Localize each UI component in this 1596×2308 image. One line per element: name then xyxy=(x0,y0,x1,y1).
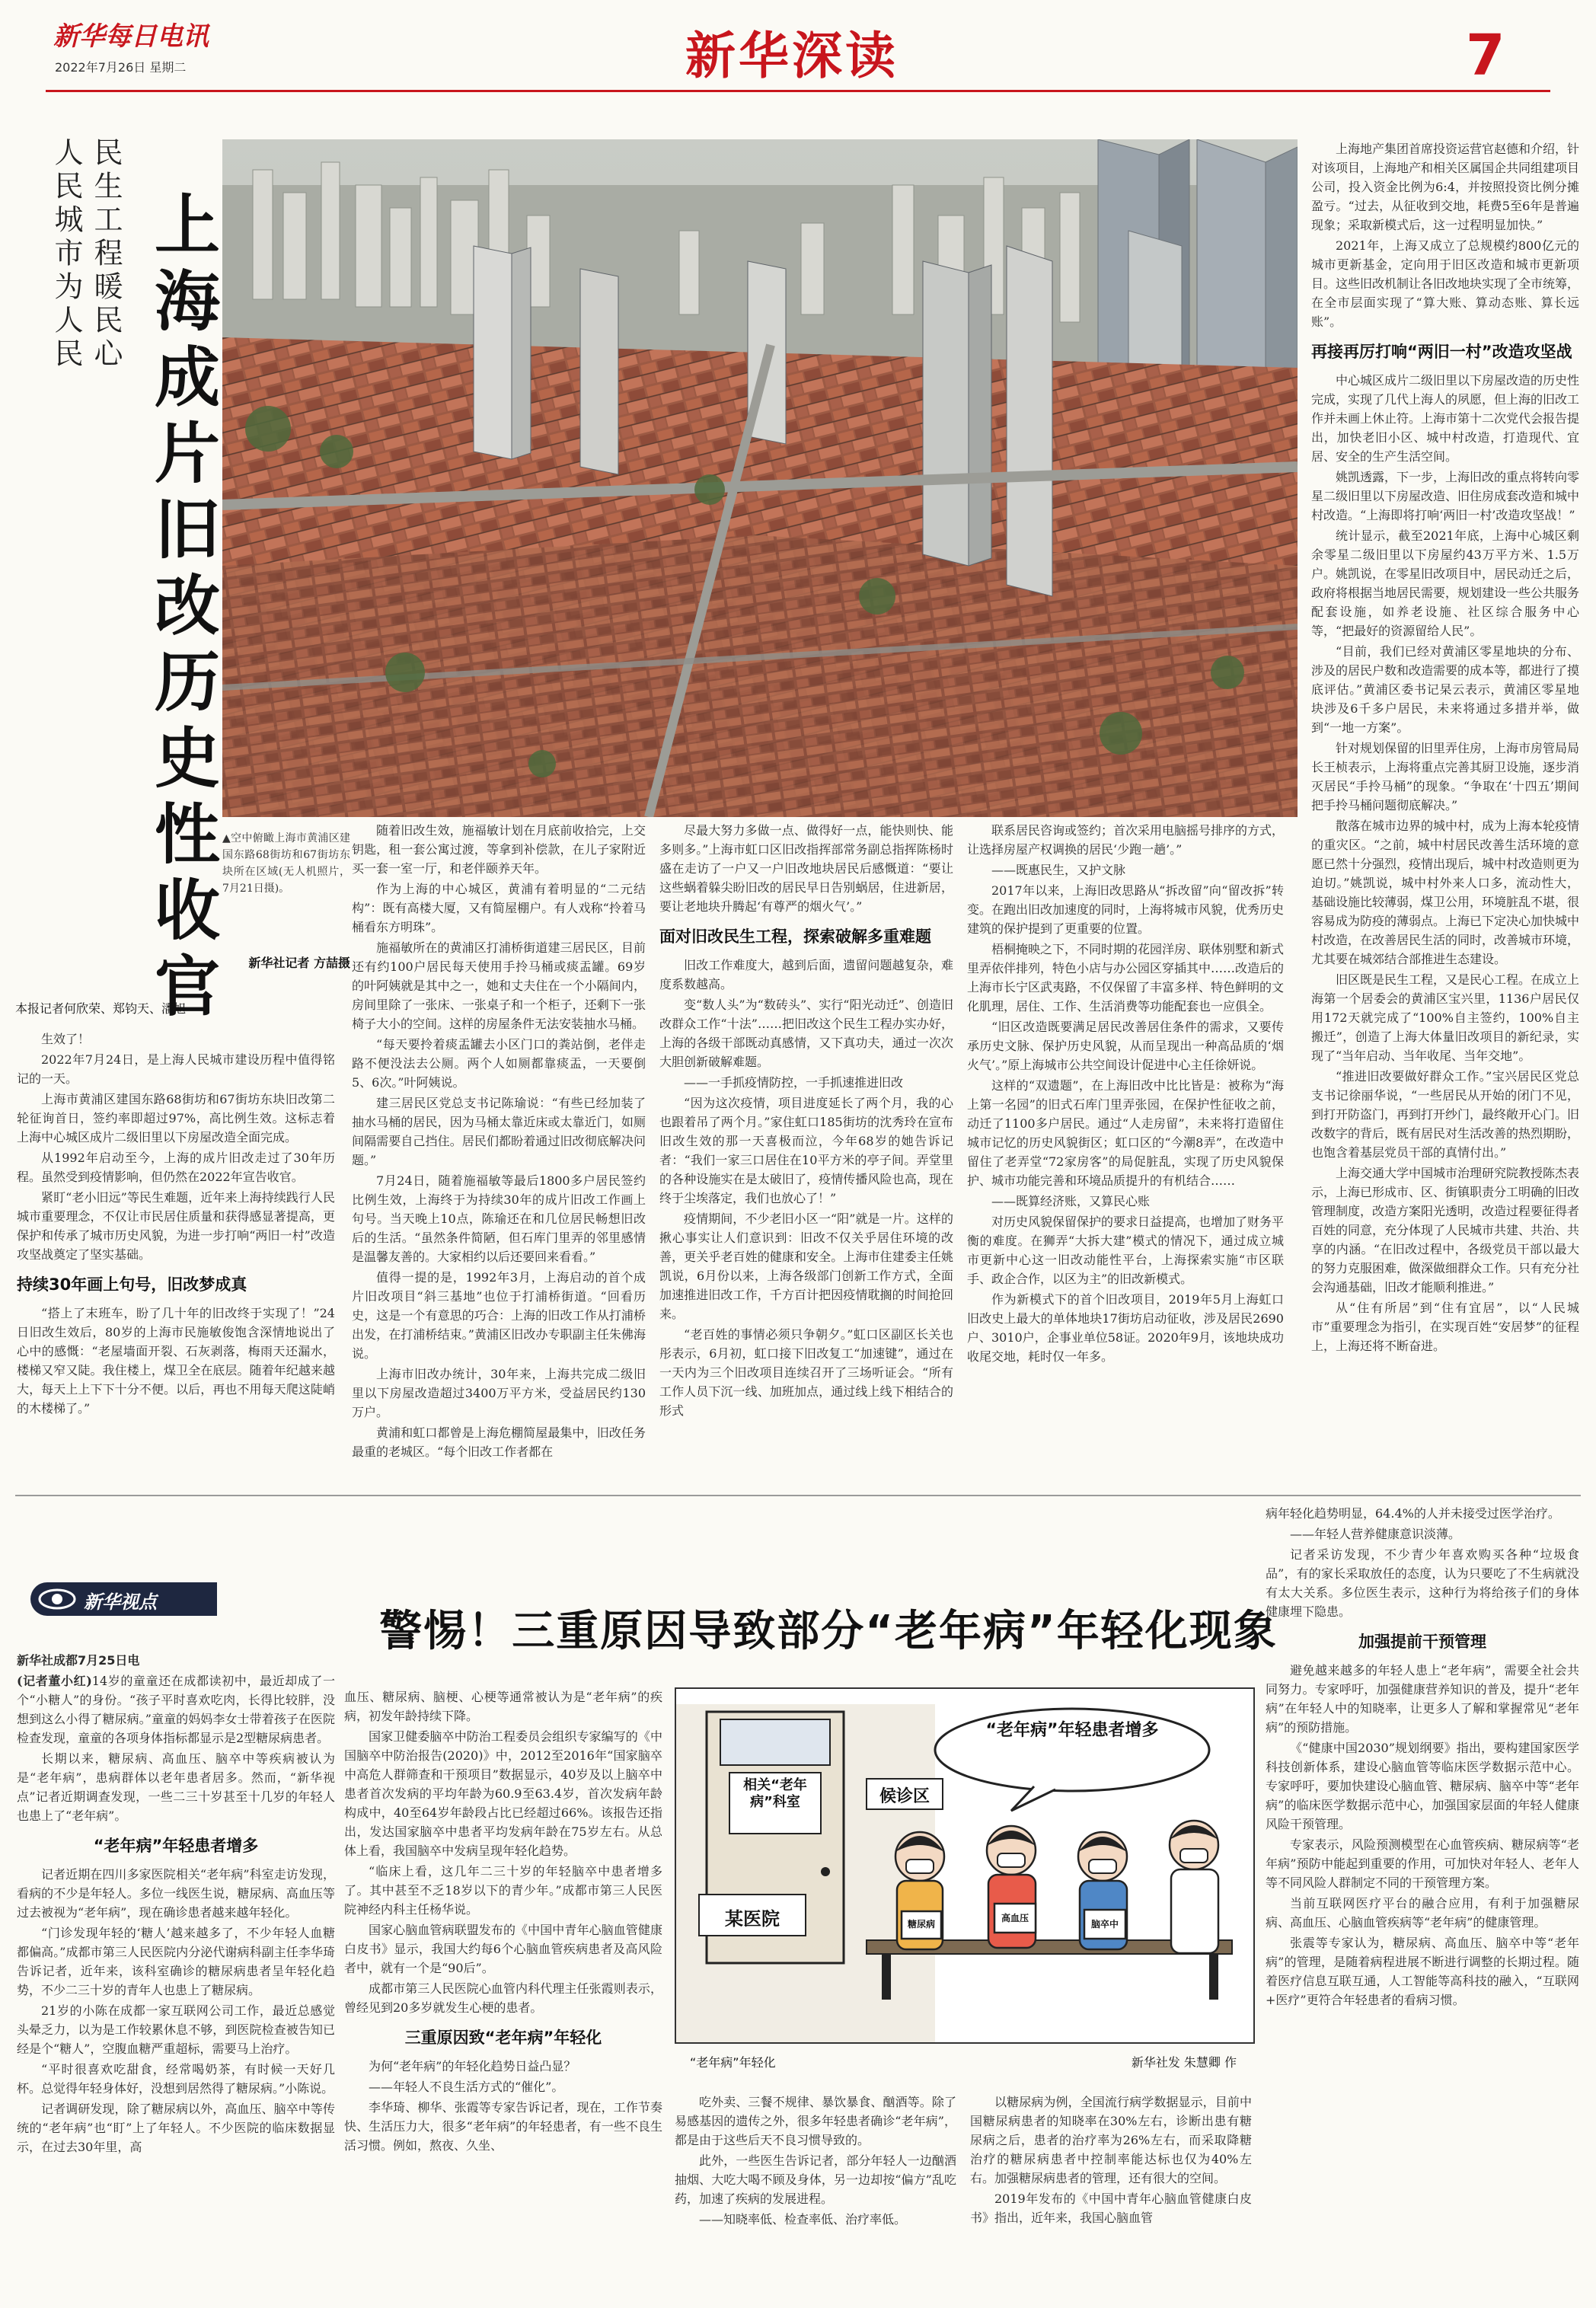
newspaper-brand: 新华每日电讯 xyxy=(53,21,209,52)
section-divider xyxy=(15,1495,1581,1496)
page-number: 7 xyxy=(1466,23,1505,88)
paragraph: 21岁的小陈在成都一家互联网公司工作，最近总感觉头晕乏力，以为是工作较累休息不够，到医院检查被告知已经是个“糖人”，空腹血糖严重超标，需要马上治疗。 xyxy=(17,2003,335,2056)
paragraph-text: 14岁的童童还在成都读初中，最近却成了一个“小糖人”的身份。“孩子平时喜欢吃肉，长得比较胖，没想到这么小得了糖尿病。”童童的妈妈李女士带着孩子在医院检查发现，童童的各项身体指标都显示是2型糖尿病患者。 xyxy=(17,1674,335,1745)
paragraph: “搭上了末班车，盼了几十年的旧改终于实现了！”24日旧改生效后，80岁的上海市民施敏俊饱含深情地说出了心中的感慨：“老屋墙面开裂、石灰剥落，梅雨天还漏水，楼梯又窄又陡。我住楼上，煤卫全在底层。随着年纪越来越大，每天上上下下十分不便。以后，再也不用每天爬这陡峭的木楼梯了。” xyxy=(17,1306,335,1416)
paragraph: ——既算经济账，又算民心账 xyxy=(991,1194,1151,1208)
paragraph: 这样的“双遗题”，在上海旧改中比比皆是：被称为“海上第一名园”的旧式石库门里弄张园，在保护性征收之前，动迁了1100多户居民。通过“人走房留”，未来将打造留住城市记忆的历史风貌街区；虹口区的“今潮8弄”，在改造中留住了老弄堂“72家房客”的局促脏乱，实现了历史风貌保护、城市功能完善和环境品质提升的有机结合…… xyxy=(967,1078,1284,1188)
article-column-3 xyxy=(659,821,953,1486)
dateline: 新华社成都7月25日电 xyxy=(17,1653,140,1668)
paragraph: 国家心脑血管病联盟发布的《中国中青年心脑血管健康白皮书》显示，我国大约每6个心脑血管疾病患者及高风险者中，就有一个是“90后”。 xyxy=(344,1923,662,1975)
aerial-photo xyxy=(222,139,1298,817)
diagnosis-card: 脑卒中 xyxy=(1090,1919,1119,1930)
article-column-3 xyxy=(675,2093,956,2302)
paragraph: 疫情期间，不少老旧小区一“阳”就是一片。这样的揪心事实让人们意识到：旧改不仅关乎居住环境的改善，更关乎老百姓的健康和安全。上海市住建委主任姚凯说，6月份以来，上海各级部门创新工作方式，全面加速推进旧改工作，千方百计把因疫情耽搁的时间抢回来。 xyxy=(659,1211,953,1321)
paragraph: 记者调研发现，除了糖尿病以外，高血压、脑卒中等传统的“老年病”也“盯”上了年轻人。不少医院的临床数据显示，在过去30年里，高 xyxy=(17,2102,335,2154)
article-column-2 xyxy=(352,821,646,1486)
paragraph: 统计显示，截至2021年底，上海中心城区剩余零星二级旧里以下房屋约43万平方米、1.5万户。姚凯说，在零星旧改项目中，居民动迁之后，政府将根据当地居民需要，规划建设一些公共服务配套设施，如养老设施、社区综合服务中心等，“把最好的资源留给人民”。 xyxy=(1311,528,1579,638)
section-heading: 再接再厉打响“两旧一村”改造攻坚战 xyxy=(1311,343,1572,361)
paragraph: 对历史风貌保留保护的要求日益提高，也增加了财务平衡的难度。在狮弄“大拆大建”模式的情况下，通过成立城市更新中心这一旧改动能性平台，上海探索实施“市区联手、政企合作，以区为主”的旧改新模式。 xyxy=(967,1215,1284,1286)
reporter-credit: (记者董小红) xyxy=(17,1674,92,1688)
article-kicker: 人民城市为人民 xyxy=(49,137,83,372)
photo-caption: ▲空中俯瞰上海市黄浦区建国东路68街坊和67街坊东块所在区域(无人机照片，7月21日摄)。 xyxy=(222,832,350,895)
paragraph: 紧盯“老小旧远”等民生难题，近年来上海持续践行人民城市重要理念，不仅让市民居住质量和获得感显著提高，更保护和传承了城市历史风貌，为进一步打响“两旧一村”改造攻坚战奠定了坚实基础。 xyxy=(17,1190,335,1262)
paragraph: 血压、糖尿病、脑梗、心梗等通常被认为是“老年病”的疾病，初发年龄持续下降。 xyxy=(344,1690,662,1723)
section-heading: “老年病”年轻患者增多 xyxy=(93,1837,259,1855)
diagnosis-card: 糖尿病 xyxy=(907,1919,935,1930)
paragraph: 散落在城市边界的城中村，成为上海本轮疫情的重灾区。“之前，城中村居民改善生活环境的意愿已然十分强烈，疫情出现后，城中村改造则更为迫切。”姚凯说，城中村外来人口多，流动性大，基础设施比较薄弱，煤卫公用，环境脏乱不堪，很容易成为防疫的薄弱点。上海已下定决心加快城中村改造，在改善居民生活的同时，改善城市环境，尤其要在城郊结合部推进生态建设。 xyxy=(1311,819,1579,966)
paragraph: 尽最大努力多做一点、做得好一点，能快则快、能多则多。”上海市虹口区旧改指挥部常务副总指挥陈杨时盛在走访了一户又一户旧改地块居民后感慨道：“要让这些蜗着躲尖盼旧改的居民早日告别蜗居，住进新居，要让老地块升腾起‘有尊严的烟火气’。” xyxy=(659,823,953,914)
paragraph: 当前互联网医疗平台的融合应用，有利于加强糖尿病、高血压、心脑血管疾病等“老年病”的健康管理。 xyxy=(1266,1896,1579,1930)
eye-icon xyxy=(38,1587,76,1611)
paragraph: 7月24日，随着施福敏等最后1800多户居民签约比例生效，上海终于为持续30年的成片旧改工作画上句号。当天晚上10点，陈瑜还在和几位居民畅想旧改后的生活。“虽然条件简陋，但石库门里弄的邻里感情是温馨友善的。大家相约以后还要回来看看。” xyxy=(352,1173,646,1264)
paragraph: “每天要拎着痰盂罐去小区门口的粪站倒，老伴走路不便没法去公厕。两个人如厕都靠痰盂，一天要倒5、6次。”叶阿姨说。 xyxy=(352,1037,646,1090)
paragraph: 针对规划保留的旧里弄住房，上海市房管局局长王桢表示，上海将重点完善其厨卫设施，逐步消灭居民“手拎马桶”的现象。“争取在‘十四五’期间把手拎马桶问题彻底解决。” xyxy=(1311,741,1579,812)
paragraph: 此外，一些医生告诉记者，部分年轻人一边酗酒抽烟、大吃大喝不顾及身体，另一边却按“偏方”乱吃药，加速了疾病的发展进程。 xyxy=(675,2153,956,2206)
paragraph: 作为上海的中心城区，黄浦有着明显的“二元结构”：既有高楼大厦，又有简屋棚户。有人戏称“拎着马桶看东方明珠”。 xyxy=(352,882,646,934)
paragraph: 旧改工作难度大，越到后面，遗留问题越复杂，难度系数越高。 xyxy=(659,958,953,991)
paragraph: 记者采访发现，不少青少年喜欢购买各种“垃圾食品”，有的家长采取放任的态度，认为只要吃了不生病就没有太大关系。多位医生表示，这种行为将给孩子们的身体健康埋下隐患。 xyxy=(1266,1547,1579,1619)
speech-bubble-text: “老年病”年轻患者增多 xyxy=(985,1721,1159,1740)
paragraph: 长期以来，糖尿病、高血压、脑卒中等疾病被认为是“老年病”，患病群体以老年患者居多。然而，“新华视点”记者近期调查发现，一些二三十岁甚至十几岁的年轻人也患上了“老年病”。 xyxy=(17,1751,335,1823)
paragraph: 施福敏所在的黄浦区打浦桥街道建三居民区，目前还有约100户居民每天使用手拎马桶或痰盂罐。69岁的叶阿姨就是其中之一，她和丈夫住在一个小隔间内，房间里除了一张床、一张桌子和一个柜子，还剩下一张椅子大小的空间。这样的房屋条件无法安装抽水马桶。 xyxy=(352,940,646,1031)
article-title: 上海成片旧改历史性收官 xyxy=(143,190,220,1028)
paragraph: “临床上看，这几年二三十岁的年轻脑卒中患者增多了。其中甚至不乏18岁以下的青少年。”成都市第三人民医院神经内科主任杨华说。 xyxy=(344,1864,662,1917)
paragraph: ——既惠民生，又护文脉 xyxy=(991,863,1126,877)
paragraph: ——知晓率低、检查率低、治疗率低。 xyxy=(699,2212,907,2227)
paragraph: ——一手抓疫情防控，一手抓速推进旧改 xyxy=(684,1075,904,1090)
paragraph: 为何“老年病”的年轻化趋势日益凸显？ xyxy=(369,2059,576,2073)
paragraph: 张震等专家认为，糖尿病、高血压、脑卒中等“老年病”的管理，是随着病程进展不断进行调整的长期过程。随着医疗信息互联互通，人工智能等高科技的融入，“互联网+医疗”更符合年轻患者的看病习惯。 xyxy=(1266,1936,1579,2007)
paragraph: 吃外卖、三餐不规律、暴饮暴食、酗酒等。除了易感基因的遗传之外，很多年轻患者确诊“老年病”，都是由于这些后天不良习惯导致的。 xyxy=(675,2095,956,2147)
lead-paragraph xyxy=(17,1671,335,1748)
hospital-sign: 某医院 xyxy=(725,1908,780,1930)
paragraph: 值得一提的是，1992年3月，上海启动的首个成片旧改项目“斜三基地”也位于打浦桥街道。“回看历史，这是一个有意思的巧合：上海的旧改工作从打浦桥出发，在打浦桥结束。”黄浦区旧改办专职副主任朱佛海说。 xyxy=(352,1270,646,1361)
paragraph: “门诊发现年轻的‘糖人’越来越多了，不少年轻人血糖都偏高。”成都市第三人民医院内分泌代谢病科副主任李华琦告诉记者，近年来，该科室确诊的糖尿病患者呈年轻化趋势，不少二三十岁的青年人也患上了糖尿病。 xyxy=(17,1926,335,1997)
paragraph: 以糖尿病为例，全国流行病学数据显示，目前中国糖尿病患者的知晓率在30%左右，诊断出患有糖尿病之后，患者的治疗率为26%左右，而采取降糖治疗的糖尿病患者中控制率能达标也仅为40%左右。加强糖尿病患者的管理，还有很大的空间。 xyxy=(970,2095,1252,2185)
paragraph: “旧区改造既要满足居民改善居住条件的需求，又要传承历史文脉、保护历史风貌，从而呈现出一种高品质的‘烟火气’。”原上海城市公共空间设计促进中心主任徐妍说。 xyxy=(967,1020,1284,1072)
article-column-1 xyxy=(17,1030,335,1486)
article-headline: 警惕！三重原因导致部分“老年病”年轻化现象 xyxy=(379,1607,1278,1656)
paragraph: 生效了！ xyxy=(41,1032,91,1046)
article-kicker: 民生工程暖民心 xyxy=(89,137,123,372)
paragraph: 上海市黄浦区建国东路68街坊和67街坊东块旧改第二轮征询首日，签约率即超过97%，高比例生效。这标志着上海中心城区成片二级旧里以下房屋改造全面完成。 xyxy=(17,1092,335,1144)
paragraph: 变“数人头”为“数砖头”、实行“阳光动迁”、创造旧改群众工作“十法”……把旧改这个民生工程办实办好，上海的各级干部既动真感情，又下真功夫，通过一次次大胆创新破解难题。 xyxy=(659,998,953,1069)
paragraph: 2017年以来，上海旧改思路从“拆改留”向“留改拆”转变。在跑出旧改加速度的同时，上海将城市风貌，优秀历史建筑的保护提到了更重要的位置。 xyxy=(967,883,1284,936)
paragraph: 上海地产集团首席投资运营官赵德和介绍，针对该项目，上海地产和相关区属国企共同组建项目公司，投入资金比例为6:4，并按照投资比例分摊盈亏。“过去，从征收到交地，耗费5至6年是普遍现象；采取新模式后，这一过程明显加快。” xyxy=(1311,142,1579,232)
paragraph: 梧桐掩映之下，不同时期的花园洋房、联体别墅和新式里弄依伴排列，特色小店与办公园区穿插其中……改造后的上海市长宁区武夷路，不仅保留了丰富多样、特色鲜明的文化肌理，居住、工作、生活消费等功能配套也一应俱全。 xyxy=(967,942,1284,1014)
paragraph: 李华琦、柳华、张霞等专家告诉记者，现在，工作节奏快、生活压力大，很多“老年病”的年轻患者，有一些不良生活习惯。例如，熬夜、久坐、 xyxy=(344,2100,662,2153)
door-sign: 相关“老年病”科室 xyxy=(743,1777,807,1810)
section-heading: 持续30年画上句号，旧改梦成真 xyxy=(17,1275,247,1294)
paragraph: 2021年，上海又成立了总规模约800亿元的城市更新基金，定向用于旧区改造和城市更新项目。这些旧改机制让各旧改地块实现了全市统筹，在全市层面实现了“算大账、算动态账、算长远账”。 xyxy=(1311,238,1579,329)
paragraph: 国家卫健委脑卒中防治工程委员会组织专家编写的《中国脑卒中防治报告(2020)》中，2012至2016年“国家脑卒中高危人群筛查和干预项目”数据显示，40岁及以上脑卒中患者首次发病的平均年龄为60.9至63.4岁，首次发病年龄构成中，40至64岁年龄段占比已经超过66%。该报告还指出，发达国家脑卒中患者平均发病年龄在75岁左右。从总体上看，我国脑卒中发病呈现年轻化趋势。 xyxy=(344,1729,662,1858)
article-column-5 xyxy=(1266,1504,1579,2302)
paragraph: 从“住有所居”到“住有宜居”，以“人民城市”重要理念为指引，在实现百姓“安居梦”的征程上，上海还将不断奋进。 xyxy=(1311,1301,1579,1353)
cartoon-title: “老年病”年轻化 xyxy=(690,2055,776,2070)
paragraph: 记者近期在四川多家医院相关“老年病”科室走访发现，看病的不少是年轻人。多位一线医生说，糖尿病、高血压等过去被视为“老年病”，现在确诊患者越来越年轻化。 xyxy=(17,1867,335,1920)
waiting-area-sign: 候诊区 xyxy=(879,1787,930,1806)
cartoon-illustration xyxy=(675,1687,1255,2044)
paragraph: 中心城区成片二级旧里以下房屋改造的历史性完成，实现了几代上海人的夙愿，但上海的旧改工作并未画上休止符。上海市第十二次党代会报告提出，加快老旧小区、城中村改造，打造现代、宜居、安全的生产生活空间。 xyxy=(1311,373,1579,464)
paragraph: “平时很喜欢吃甜食，经常喝奶茶，有时候一天好几杯。总觉得年轻身体好，没想到居然得了糖尿病。”小陈说。 xyxy=(17,2062,335,2096)
paragraph: 建三居民区党总支书记陈瑜说：“有些已经加装了抽水马桶的居民，因为马桶太靠近床或太靠近门，如厕间隔需要自己挡住。居民们都盼着通过旧改彻底解决问题。” xyxy=(352,1096,646,1167)
column-badge-label: 新华视点 xyxy=(84,1591,157,1613)
paragraph: 随着旧改生效，施福敏计划在月底前收拾完，上交钥匙，租一套公寓过渡，等拿到补偿款，在儿子家附近买一套一室一厅，和老伴颐养天年。 xyxy=(352,823,646,876)
section-heading: 加强提前干预管理 xyxy=(1358,1633,1486,1651)
paragraph: 成都市第三人民医院心血管内科代理主任张霞则表示，曾经见到20多岁就发生心梗的患者。 xyxy=(344,1981,662,2015)
photo-credit: 新华社记者 方喆摄 xyxy=(248,956,350,970)
article-column-4 xyxy=(967,821,1284,1486)
paragraph: 避免越来越多的年轻人患上“老年病”，需要全社会共同努力。专家呼吁，加强健康营养知识的普及，提升“老年病”在年轻人中的知晓率，让更多人了解和掌握常见“老年病”的预防措施。 xyxy=(1266,1663,1579,1735)
article-column-4 xyxy=(970,2093,1252,2302)
paragraph: “推进旧改要做好群众工作。”宝兴居民区党总支书记徐丽华说，“一些居民从开始的闭门不见，到打开防盗门，再到打开纱门，最终敞开心门。旧改数字的背后，既有居民对生活改善的热烈期盼，也饱含着基层党员干部的真情付出。” xyxy=(1311,1069,1579,1160)
paragraph: 旧区既是民生工程，又是民心工程。在成立上海第一个居委会的黄浦区宝兴里，1136户居民仅用172天就完成了“100%自主签约，100%自主搬迁”，创造了上海大体量旧改项目的新纪录，实现了“当年启动、当年收尾、当年交地”。 xyxy=(1311,972,1579,1063)
column-badge xyxy=(30,1582,217,1616)
paragraph: “目前，我们已经对黄浦区零星地块的分布、涉及的居民户数和改造需要的成本等，都进行了摸底评估。”黄浦区委书记杲云表示，黄浦区零星地块涉及6千多户居民，未来将通过多措并举，做到“一地一方案”。 xyxy=(1311,644,1579,735)
paragraph: 上海市旧改办统计，30年来，上海共完成二级旧里以下房屋改造超过3400万平方米，受益居民约130万户。 xyxy=(352,1367,646,1419)
paragraph: ——年轻人营养健康意识淡薄。 xyxy=(1290,1527,1461,1541)
header-rule xyxy=(46,90,1550,92)
section-heading: 面对旧改民生工程，探索破解多重难题 xyxy=(659,927,931,946)
paragraph: 作为新模式下的首个旧改项目，2019年5月上海虹口旧改史上最大的单体地块17街坊启动征收，涉及居民2690户、3010户，企事业单位58证。2020年9月，该地块成功收尾交地，耗时仅一年多。 xyxy=(967,1292,1284,1364)
paragraph: 2022年7月24日，是上海人民城市建设历程中值得铭记的一天。 xyxy=(17,1052,335,1086)
paragraph: 上海交通大学中国城市治理研究院教授陈杰表示，上海已形成市、区、街镇职责分工明确的旧改管理制度，改造方案阳光透明，改造过程要征得者百姓的同意，充分体现了人民城市共建、共治、共享的内涵。“在旧改过程中，各级党员干部以最大的努力克服困难，做深做细群众工作。只有充分社会沟通基础，旧改才能顺利推进。” xyxy=(1311,1166,1579,1294)
article-column-2 xyxy=(344,1687,662,2302)
paragraph: 专家表示，风险预测模型在心血管疾病、糖尿病等“老年病”预防中能起到重要的作用，可加快对年轻人、老年人等不同风险人群制定不同的干预管理方案。 xyxy=(1266,1837,1579,1890)
paragraph: 病年轻化趋势明显，64.4%的人并未接受过医学治疗。 xyxy=(1266,1506,1560,1521)
section-masthead: 新华深读 xyxy=(685,26,899,85)
paragraph: “老百姓的事情必须只争朝夕。”虹口区副区长关也彤表示，6月初，虹口接下旧改复工“加速键”，通过在一天内为三个旧改项目连续召开了三场听证会。“所有工作人员下沉一线、加班加点，通过线上线下相结合的形式 xyxy=(659,1327,953,1418)
cartoon-credit: 新华社发 朱慧卿 作 xyxy=(1131,2055,1237,2070)
paragraph: 《“健康中国2030”规划纲要》指出，要构建国家医学科技创新体系，建设心脑血管等临床医学数据示范中心。专家呼吁，要加快建设心脑血管、糖尿病、脑卒中等“老年病”的临床医学数据示范中心，加强国家层面的年轻人健康风险干预管理。 xyxy=(1266,1741,1579,1831)
paragraph: 2019年发布的《中国中青年心脑血管健康白皮书》指出，近年来，我国心脑血管 xyxy=(970,2191,1252,2225)
paragraph: 联系居民咨询或签约；首次采用电脑摇号排序的方式，让选择房屋产权调换的居民‘少跑一趟’。” xyxy=(967,823,1284,857)
paragraph: “因为这次疫情，项目进度延长了两个月，我的心也跟着吊了两个月。”家住虹口185街坊的沈秀玲在宣布旧改生效的那一天喜极而泣，今年68岁的她告诉记者：“我们一家三口居住在10平方米的亭子间。弄堂里的各种设施实在是太破旧了，疫情传播风险也高，现在终于尘埃落定，我们也放心了！” xyxy=(659,1096,953,1205)
article-byline: 本报记者何欣荣、郑钧天、潘旭 xyxy=(15,1001,187,1016)
paragraph: 黄浦和虹口都曾是上海危棚简屋最集中，旧改任务最重的老城区。“每个旧改工作者都在 xyxy=(352,1425,646,1459)
article-column-5 xyxy=(1311,139,1579,1487)
paragraph: 姚凯透露，下一步，上海旧改的重点将转向零星二级旧里以下房屋改造、旧住房成套改造和城中村改造。“上海即将打响‘两旧一村’改造攻坚战！” xyxy=(1311,470,1579,522)
paragraph: ——年轻人不良生活方式的“催化”。 xyxy=(369,2080,564,2094)
issue-date: 2022年7月26日 星期二 xyxy=(55,60,187,75)
diagnosis-card: 高血压 xyxy=(1001,1913,1029,1923)
paragraph: 从1992年启动至今，上海的成片旧改走过了30年历程。虽然受到疫情影响，但仍然在2022年宣告收官。 xyxy=(17,1151,335,1184)
article-column-1 xyxy=(17,1651,335,2302)
section-heading: 三重原因致“老年病”年轻化 xyxy=(404,2029,602,2047)
